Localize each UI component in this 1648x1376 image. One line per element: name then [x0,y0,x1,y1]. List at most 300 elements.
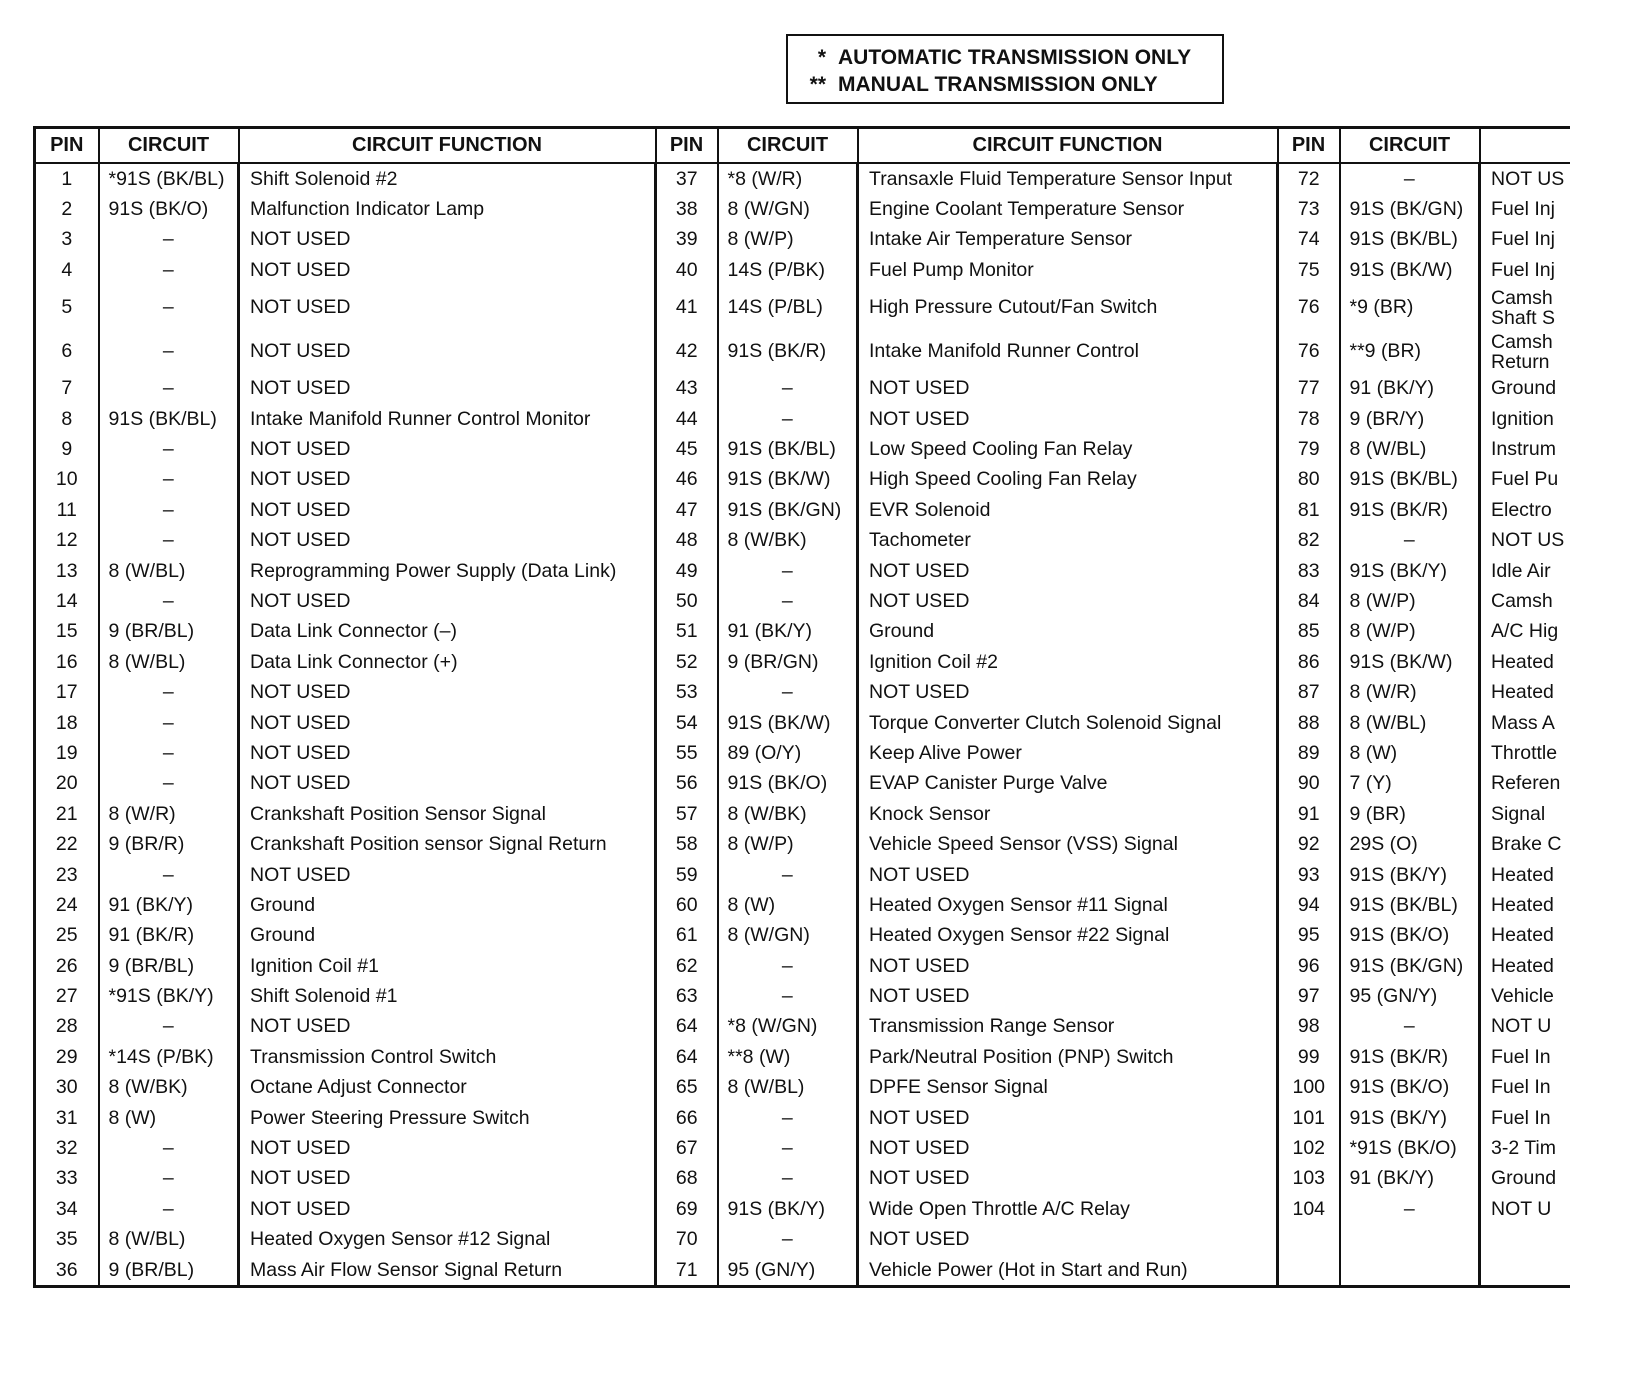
function-cell: NOT USED [239,465,656,495]
circuit-cell: – [99,586,239,616]
pin-cell: 85 [1278,617,1340,647]
pin-cell: 74 [1278,225,1340,255]
table-row [35,1073,1570,1103]
circuit-cell: 8 (W/BK) [718,799,858,829]
circuit-cell: 8 (W/BK) [99,1073,239,1103]
circuit-cell: – [718,586,858,616]
circuit-cell: 8 (W/BL) [1340,434,1480,464]
pin-cell: 15 [35,617,99,647]
function-cell: Brake C [1491,833,1562,856]
legend-text: MANUAL TRANSMISSION ONLY [838,73,1158,96]
table-row [35,330,1570,374]
pin-cell: 13 [35,556,99,586]
pin-cell: 36 [35,1255,99,1287]
function-cell: NOT USED [239,286,656,330]
pin-cell: 96 [1278,951,1340,981]
circuit-cell: 91S (BK/W) [1340,647,1480,677]
function-cell: Fuel Inj [1491,198,1555,221]
circuit-cell: 95 (GN/Y) [1340,981,1480,1011]
pin-cell: 100 [1278,1073,1340,1103]
pin-cell: 7 [35,374,99,404]
circuit-cell: 8 (W) [718,890,858,920]
empty-cell [1340,1225,1480,1255]
empty-cell [1278,1255,1340,1287]
circuit-cell: 9 (BR/GN) [718,647,858,677]
pin-cell: 93 [1278,860,1340,890]
empty-cell [1480,1225,1570,1255]
circuit-cell: 8 (W) [99,1103,239,1133]
function-cell: Shift Solenoid #1 [239,981,656,1011]
pin-cell: 20 [35,769,99,799]
pin-cell: 3 [35,225,99,255]
circuit-cell: *8 (W/GN) [718,1012,858,1042]
function-cell: NOT USED [239,860,656,890]
pin-cell: 61 [656,921,718,951]
function-cell: NOT USED [858,860,1278,890]
header-circuit: CIRCUIT [1340,128,1480,164]
function-cell: Fuel In [1491,1045,1551,1068]
circuit-cell: – [99,1133,239,1163]
pin-cell: 53 [656,677,718,707]
circuit-cell: 91 (BK/Y) [718,617,858,647]
pin-cell: 82 [1278,526,1340,556]
function-cell: A/C Hig [1491,620,1559,643]
table-row [35,647,1570,677]
circuit-cell: 8 (W/BL) [718,1073,858,1103]
pin-cell: 73 [1278,194,1340,224]
function-cell: Shift Solenoid #2 [239,163,656,194]
pin-cell: 104 [1278,1194,1340,1224]
function-cell: Fuel Pu [1491,468,1559,491]
circuit-cell: 8 (W/P) [718,225,858,255]
pin-cell: 17 [35,677,99,707]
table-row [35,495,1570,525]
function-cell: Crankshaft Position sensor Signal Return [239,829,656,859]
circuit-cell: 8 (W/BL) [99,647,239,677]
circuit-cell: – [718,860,858,890]
function-cell: NOT USED [858,404,1278,434]
pin-cell: 64 [656,1042,718,1072]
circuit-cell: 8 (W/R) [1340,677,1480,707]
pin-cell: 63 [656,981,718,1011]
pin-cell: 38 [656,194,718,224]
pin-cell: 10 [35,465,99,495]
function-line: Camsh [1491,286,1553,309]
empty-cell [1480,1255,1570,1287]
pin-cell: 101 [1278,1103,1340,1133]
function-cell: Vehicle Power (Hot in Start and Run) [858,1255,1278,1287]
function-cell: NOT USED [239,586,656,616]
pin-cell: 30 [35,1073,99,1103]
pin-cell: 94 [1278,890,1340,920]
header-circuit: CIRCUIT [718,128,858,164]
function-cell: NOT USED [239,526,656,556]
circuit-cell: *91S (BK/O) [1340,1133,1480,1163]
pin-cell: 54 [656,708,718,738]
function-cell: NOT USED [239,1012,656,1042]
circuit-cell: 14S (P/BK) [718,255,858,285]
function-cell: Ground [858,617,1278,647]
pin-cell: 84 [1278,586,1340,616]
table-row [35,404,1570,434]
circuit-cell: 91S (BK/R) [718,330,858,374]
pin-cell: 57 [656,799,718,829]
function-cell: Vehicle Speed Sensor (VSS) Signal [858,829,1278,859]
function-cell: High Speed Cooling Fan Relay [858,465,1278,495]
function-cell: NOT US [1491,167,1565,190]
circuit-cell: 9 (BR/R) [99,829,239,859]
circuit-cell: 91S (BK/BL) [1340,890,1480,920]
function-cell: NOT US [1491,529,1565,552]
pin-cell: 49 [656,556,718,586]
pin-cell: 6 [35,330,99,374]
function-cell: NOT U [1491,1197,1552,1220]
pin-cell: 56 [656,769,718,799]
pin-cell: 91 [1278,799,1340,829]
function-cell: NOT USED [239,738,656,768]
function-cell: Signal [1491,802,1546,825]
pin-cell: 9 [35,434,99,464]
pin-cell: 34 [35,1194,99,1224]
circuit-cell: 9 (BR) [1340,799,1480,829]
empty-cell [1278,1225,1340,1255]
circuit-cell: *9 (BR) [1340,286,1480,330]
circuit-cell: 91 (BK/Y) [99,890,239,920]
function-cell: NOT USED [239,225,656,255]
pin-cell: 1 [35,163,99,194]
function-cell: Torque Converter Clutch Solenoid Signal [858,708,1278,738]
circuit-cell: 8 (W/P) [718,829,858,859]
function-cell: Mass Air Flow Sensor Signal Return [239,1255,656,1287]
pin-cell: 89 [1278,738,1340,768]
function-cell: Mass A [1491,711,1555,734]
pin-cell: 95 [1278,921,1340,951]
circuit-cell: – [99,495,239,525]
pin-cell: 65 [656,1073,718,1103]
circuit-cell: *8 (W/R) [718,163,858,194]
circuit-cell: – [718,981,858,1011]
table-row [35,1164,1570,1194]
function-cell: NOT USED [858,374,1278,404]
table-row [35,1225,1570,1255]
pin-cell: 5 [35,286,99,330]
circuit-cell: 91S (BK/W) [718,465,858,495]
circuit-cell: 91S (BK/O) [1340,921,1480,951]
pin-cell: 44 [656,404,718,434]
circuit-cell: 8 (W/P) [1340,617,1480,647]
circuit-cell: 91S (BK/Y) [1340,1103,1480,1133]
circuit-cell: – [99,769,239,799]
function-cell: Idle Air [1491,559,1551,582]
function-cell: NOT USED [858,1225,1278,1255]
function-cell: NOT USED [239,769,656,799]
table-row [35,1194,1570,1224]
circuit-cell: 7 (Y) [1340,769,1480,799]
pin-cell: 99 [1278,1042,1340,1072]
pin-cell: 67 [656,1133,718,1163]
function-cell: Park/Neutral Position (PNP) Switch [858,1042,1278,1072]
table-row [35,1133,1570,1163]
circuit-cell: 91S (BK/BL) [718,434,858,464]
function-cell: Heated Oxygen Sensor #12 Signal [239,1225,656,1255]
function-line: Shaft S [1491,306,1555,329]
circuit-cell: – [99,465,239,495]
circuit-cell: – [718,374,858,404]
function-cell: Wide Open Throttle A/C Relay [858,1194,1278,1224]
function-cell: Intake Manifold Runner Control [858,330,1278,374]
circuit-cell: – [99,708,239,738]
function-cell: Fuel Inj [1491,228,1555,251]
pin-cell: 16 [35,647,99,677]
pin-cell: 68 [656,1164,718,1194]
pin-cell: 39 [656,225,718,255]
function-cell: NOT USED [858,981,1278,1011]
circuit-cell: 91S (BK/Y) [1340,556,1480,586]
function-cell: EVR Solenoid [858,495,1278,525]
circuit-cell: – [99,1194,239,1224]
circuit-cell: 91S (BK/GN) [1340,194,1480,224]
function-cell: Heated [1491,863,1554,886]
pin-cell: 81 [1278,495,1340,525]
function-cell: Transaxle Fluid Temperature Sensor Input [858,163,1278,194]
circuit-cell: – [99,330,239,374]
header-row [35,128,1570,164]
circuit-cell: – [718,951,858,981]
circuit-cell: 8 (W/R) [99,799,239,829]
function-cell: Heated [1491,650,1554,673]
table-row [35,738,1570,768]
function-cell: Ground [239,890,656,920]
function-cell: NOT USED [858,556,1278,586]
function-cell: NOT USED [858,677,1278,707]
function-cell: Ignition Coil #2 [858,647,1278,677]
function-cell: Heated [1491,893,1554,916]
function-cell: Engine Coolant Temperature Sensor [858,194,1278,224]
circuit-cell: – [718,1225,858,1255]
pin-cell: 22 [35,829,99,859]
circuit-cell: 91 (BK/Y) [1340,1164,1480,1194]
table-row [35,1255,1570,1287]
function-cell: Ground [1491,377,1557,400]
function-cell: Vehicle [1491,985,1554,1008]
function-cell: Low Speed Cooling Fan Relay [858,434,1278,464]
function-cell: Camsh [1491,589,1553,612]
function-cell: Ignition Coil #1 [239,951,656,981]
table-row [35,163,1570,194]
circuit-cell: *14S (P/BK) [99,1042,239,1072]
circuit-cell: 8 (W/P) [1340,586,1480,616]
legend-mark: ** [809,73,826,96]
function-cell: Heated [1491,954,1554,977]
circuit-cell: 91S (BK/BL) [1340,465,1480,495]
circuit-cell: – [99,374,239,404]
function-cell: Ignition [1491,407,1554,430]
table-row [35,434,1570,464]
function-cell: Power Steering Pressure Switch [239,1103,656,1133]
pin-cell: 70 [656,1225,718,1255]
pin-cell: 37 [656,163,718,194]
function-cell: Reprogramming Power Supply (Data Link) [239,556,656,586]
table-row [35,799,1570,829]
pin-cell: 88 [1278,708,1340,738]
function-cell: Heated Oxygen Sensor #22 Signal [858,921,1278,951]
circuit-cell: 8 (W/BK) [718,526,858,556]
pin-cell: 21 [35,799,99,829]
legend-manual [788,71,1222,98]
pin-cell: 87 [1278,677,1340,707]
empty-cell [1340,1255,1480,1287]
circuit-cell: – [99,286,239,330]
table-row [35,374,1570,404]
function-cell: Fuel In [1491,1106,1551,1129]
legend-mark: * [817,46,826,69]
table-row [35,829,1570,859]
function-cell: Intake Manifold Runner Control Monitor [239,404,656,434]
function-cell: Instrum [1491,438,1557,461]
header-function: CIRCUIT FUNCTION [858,128,1278,164]
circuit-cell: 9 (BR/BL) [99,1255,239,1287]
pin-cell: 78 [1278,404,1340,434]
table-row [35,255,1570,285]
function-cell: Malfunction Indicator Lamp [239,194,656,224]
function-line: Camsh [1491,330,1553,353]
circuit-cell: – [99,255,239,285]
pin-cell: 90 [1278,769,1340,799]
table-row [35,921,1570,951]
pin-cell: 14 [35,586,99,616]
pin-cell: 43 [656,374,718,404]
pin-cell: 27 [35,981,99,1011]
pin-cell: 50 [656,586,718,616]
table-row [35,586,1570,616]
function-cell: NOT USED [239,434,656,464]
function-cell: DPFE Sensor Signal [858,1073,1278,1103]
function-cell: NOT USED [239,374,656,404]
pin-cell: 32 [35,1133,99,1163]
table-row [35,1012,1570,1042]
table-row [35,617,1570,647]
circuit-cell: – [99,677,239,707]
circuit-cell: – [1340,526,1480,556]
function-cell: Data Link Connector (–) [239,617,656,647]
pin-cell: 76 [1278,330,1340,374]
circuit-cell: 14S (P/BL) [718,286,858,330]
pin-cell: 79 [1278,434,1340,464]
pin-cell: 28 [35,1012,99,1042]
function-cell: NOT USED [239,495,656,525]
pin-cell: 2 [35,194,99,224]
header-circuit: CIRCUIT [99,128,239,164]
circuit-cell: 91S (BK/BL) [1340,225,1480,255]
function-cell: Heated [1491,924,1554,947]
pin-cell: 92 [1278,829,1340,859]
function-cell: Transmission Control Switch [239,1042,656,1072]
table-row [35,708,1570,738]
circuit-cell: – [718,1133,858,1163]
pin-cell: 31 [35,1103,99,1133]
function-cell: Knock Sensor [858,799,1278,829]
function-cell: NOT USED [858,1133,1278,1163]
function-cell: High Pressure Cutout/Fan Switch [858,286,1278,330]
circuit-cell: 9 (BR/BL) [99,617,239,647]
table-row [35,860,1570,890]
function-cell: Data Link Connector (+) [239,647,656,677]
pin-cell: 72 [1278,163,1340,194]
function-cell: Octane Adjust Connector [239,1073,656,1103]
pin-cell: 26 [35,951,99,981]
circuit-cell: 9 (BR/Y) [1340,404,1480,434]
circuit-cell: – [99,860,239,890]
pin-cell: 48 [656,526,718,556]
pin-cell: 59 [656,860,718,890]
function-cell: Transmission Range Sensor [858,1012,1278,1042]
circuit-cell: 91S (BK/O) [718,769,858,799]
legend-text: AUTOMATIC TRANSMISSION ONLY [838,46,1192,69]
circuit-cell: – [1340,1012,1480,1042]
header-pin: PIN [656,128,718,164]
pin-cell: 25 [35,921,99,951]
circuit-cell: *91S (BK/BL) [99,163,239,194]
pin-cell: 97 [1278,981,1340,1011]
circuit-cell: – [718,556,858,586]
function-cell: NOT USED [858,586,1278,616]
circuit-cell: – [718,677,858,707]
pin-cell: 71 [656,1255,718,1287]
pin-cell: 86 [1278,647,1340,677]
function-cell: NOT USED [239,1164,656,1194]
circuit-cell: 89 (O/Y) [718,738,858,768]
circuit-cell: 8 (W/BL) [99,556,239,586]
circuit-cell: 91S (BK/W) [718,708,858,738]
circuit-cell: **9 (BR) [1340,330,1480,374]
pin-cell: 62 [656,951,718,981]
pin-cell: 75 [1278,255,1340,285]
circuit-cell: 91S (BK/GN) [1340,951,1480,981]
function-cell: Heated [1491,681,1554,704]
function-cell: Fuel In [1491,1076,1551,1099]
circuit-cell: 8 (W/GN) [718,194,858,224]
circuit-cell: 9 (BR/BL) [99,951,239,981]
pin-cell: 52 [656,647,718,677]
pin-cell: 23 [35,860,99,890]
circuit-cell: – [99,434,239,464]
circuit-cell: 91S (BK/R) [1340,1042,1480,1072]
table-row [35,1042,1570,1072]
pinout-table [33,126,1570,1288]
circuit-cell: – [99,1012,239,1042]
header-pin: PIN [35,128,99,164]
circuit-cell: 8 (W/GN) [718,921,858,951]
function-cell: NOT USED [239,255,656,285]
circuit-cell: 29S (O) [1340,829,1480,859]
pin-cell: 60 [656,890,718,920]
pin-cell: 11 [35,495,99,525]
header-function [1480,128,1570,164]
table-row [35,890,1570,920]
pin-cell: 33 [35,1164,99,1194]
pin-cell: 19 [35,738,99,768]
pin-cell: 102 [1278,1133,1340,1163]
function-cell: Throttle [1491,741,1558,764]
pin-cell: 66 [656,1103,718,1133]
function-cell: NOT USED [858,1164,1278,1194]
table-row [35,677,1570,707]
pin-cell: 24 [35,890,99,920]
function-cell: Fuel Pump Monitor [858,255,1278,285]
circuit-cell: 91S (BK/W) [1340,255,1480,285]
circuit-cell: 91S (BK/BL) [99,404,239,434]
function-cell: EVAP Canister Purge Valve [858,769,1278,799]
